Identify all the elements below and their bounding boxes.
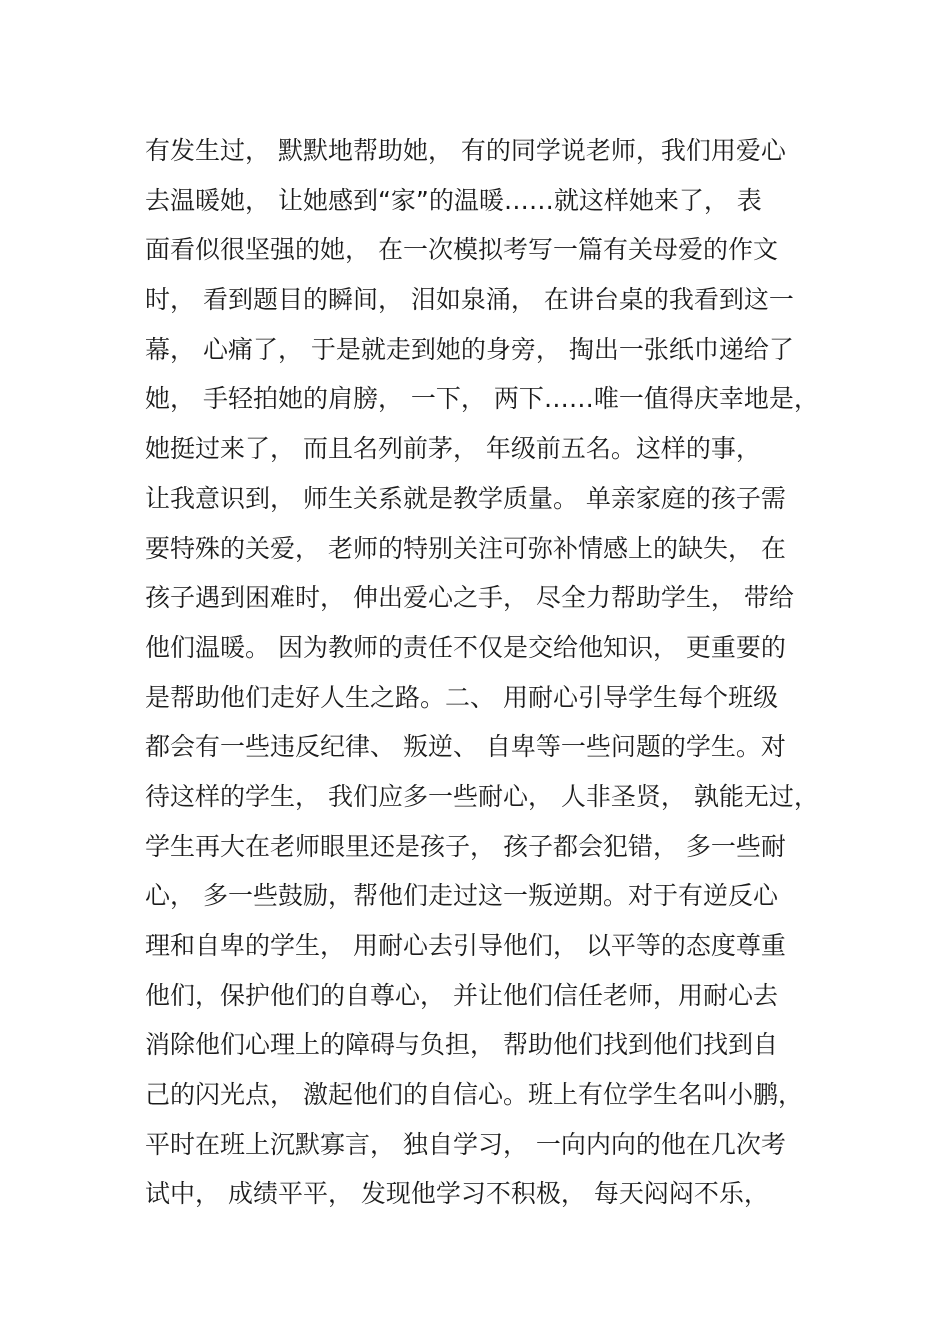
text-line: 平时在班上沉默寡言， 独自学习， 一向内向的他在几次考 [145, 1129, 786, 1159]
text-line: 学生再大在老师眼里还是孩子， 孩子都会犯错， 多一些耐 [145, 831, 786, 861]
text-line: 是帮助他们走好人生之路。二、 用耐心引导学生每个班级 [145, 682, 778, 712]
text-line: 待这样的学生， 我们应多一些耐心， 人非圣贤， 孰能无过， [145, 781, 819, 811]
text-line: 消除他们心理上的障碍与负担， 帮助他们找到他们找到自 [145, 1030, 778, 1060]
text-line: 她， 手轻拍她的肩膀， 一下， 两下……唯一值得庆幸地是， [145, 384, 819, 414]
text-line: 他们，保护他们的自尊心， 并让他们信任老师，用耐心去 [145, 980, 778, 1010]
text-line: 理和自卑的学生， 用耐心去引导他们， 以平等的态度尊重 [145, 931, 786, 960]
text-line: 有发生过， 默默地帮助她， 有的同学说老师，我们用爱心 [145, 136, 786, 165]
text-line: 己的闪光点， 激起他们的自信心。班上有位学生名叫小鹏， [145, 1080, 803, 1110]
text-line: 心， 多一些鼓励，帮他们走过这一叛逆期。对于有逆反心 [145, 881, 778, 911]
text-line: 幕， 心痛了， 于是就走到她的身旁， 掏出一张纸巾递给了 [145, 334, 794, 364]
body-text [145, 126, 845, 1219]
text-line: 她挺过来了， 而且名列前茅， 年级前五名。这样的事， [145, 434, 761, 464]
text-line: 要特殊的关爱， 老师的特别关注可弥补情感上的缺失， 在 [145, 533, 786, 563]
text-line: 孩子遇到困难时， 伸出爱心之手， 尽全力帮助学生， 带给 [145, 583, 794, 613]
text-line: 他们温暖。 因为教师的责任不仅是交给他知识， 更重要的 [145, 632, 786, 662]
text-line: 面看似很坚强的她， 在一次模拟考写一篇有关母爱的作文 [145, 235, 778, 265]
text-line: 时， 看到题目的瞬间， 泪如泉涌， 在讲台桌的我看到这一 [145, 285, 794, 315]
text-line: 让我意识到， 师生关系就是教学质量。 单亲家庭的孩子需 [145, 483, 786, 513]
text-line: 都会有一些违反纪律、 叛逆、 自卑等一些问题的学生。对 [145, 732, 786, 762]
text-line: 试中， 成绩平平， 发现他学习不积极， 每天闷闷不乐， [145, 1179, 769, 1209]
text-line: 去温暖她， 让她感到“家”的温暖……就这样她来了， 表 [145, 185, 762, 215]
